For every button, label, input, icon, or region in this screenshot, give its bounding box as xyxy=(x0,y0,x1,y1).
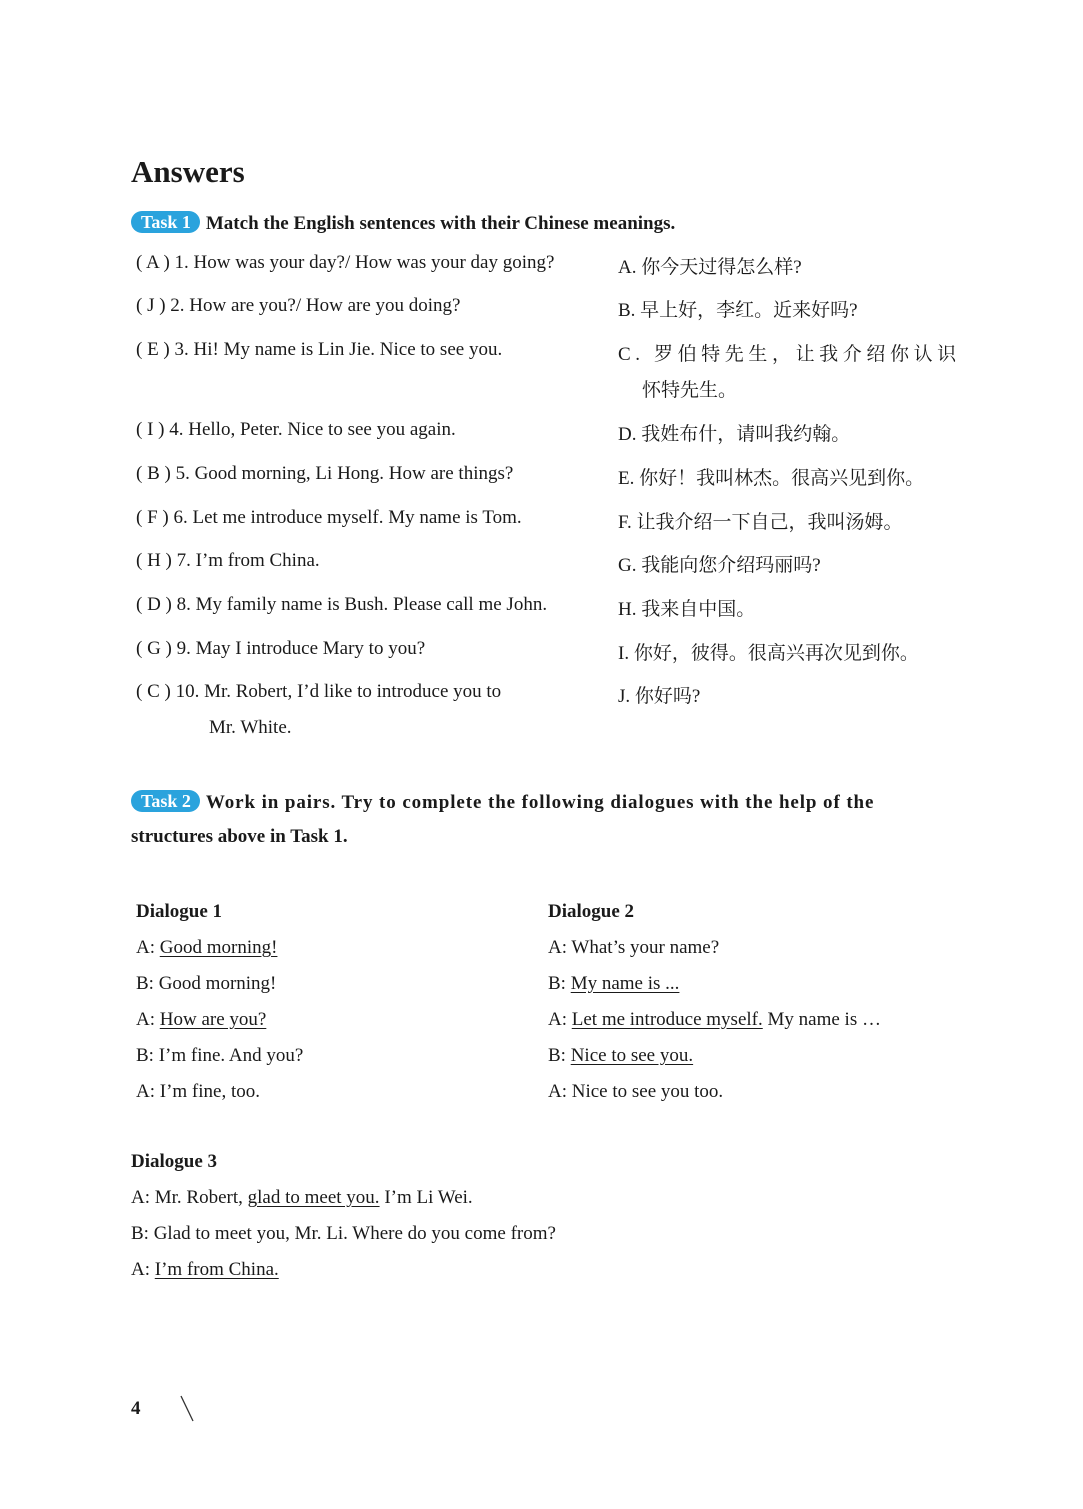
task2-header xyxy=(131,790,953,814)
dialogue-line xyxy=(548,1045,693,1067)
dialogue-line xyxy=(136,1045,303,1067)
line-text: What’s your name? xyxy=(571,937,720,958)
line-text: I’m Li Wei. xyxy=(379,1187,473,1208)
match-item-right: I. 你好，彼得。很高兴再次见到你。 xyxy=(618,643,919,664)
task2-instruction-line1: Work in pairs. Try to complete the following dialogues with the help of the xyxy=(205,792,875,813)
match-item-left: ( I ) 4. Hello, Peter. Nice to see you again. xyxy=(136,419,456,440)
match-item-right: H. 我来自中国。 xyxy=(618,599,756,620)
speaker-label: A: xyxy=(136,937,160,958)
match-item-left: ( B ) 5. Good morning, Li Hong. How are things? xyxy=(136,463,514,484)
match-item-left: ( H ) 7. I’m from China. xyxy=(136,550,320,571)
match-item-left-continued: Mr. White. xyxy=(209,717,292,738)
dialogue-line xyxy=(136,1009,266,1031)
task1-instruction: Match the English sentences with their Chinese meanings. xyxy=(205,213,676,234)
dialogue-line xyxy=(548,1009,881,1031)
line-text: I’m fine, too. xyxy=(159,1081,261,1102)
dialogue-line xyxy=(131,1259,279,1281)
dialogue-line xyxy=(131,1223,556,1245)
speaker-label: B: xyxy=(131,1223,154,1244)
speaker-label: A: xyxy=(548,1009,572,1030)
speaker-label: A: xyxy=(548,1081,572,1102)
match-item-right: D. 我姓布什，请叫我约翰。 xyxy=(618,424,851,445)
match-item-right: B. 早上好，李红。近来好吗? xyxy=(618,300,858,321)
dialogue-line xyxy=(548,973,679,995)
speaker-label: B: xyxy=(136,973,159,994)
match-item-left: ( J ) 2. How are you?/ How are you doing? xyxy=(136,295,461,316)
match-item-right: G. 我能向您介绍玛丽吗? xyxy=(618,555,821,576)
answer-text: My name is ... xyxy=(570,973,680,994)
page-title: Answers xyxy=(131,154,245,189)
answer-text: How are you? xyxy=(159,1009,267,1030)
dialogue-line xyxy=(548,1081,723,1103)
page-slash-decoration xyxy=(178,1394,198,1424)
line-text: Mr. Robert, xyxy=(154,1187,248,1208)
speaker-label: A: xyxy=(131,1187,155,1208)
line-text: My name is … xyxy=(762,1009,881,1030)
match-item-left: ( D ) 8. My family name is Bush. Please call me John. xyxy=(136,594,548,615)
match-item-right-continued: 怀特先生。 xyxy=(642,380,738,401)
dialogue-line xyxy=(548,937,719,959)
match-item-left: ( A ) 1. How was your day?/ How was your day going? xyxy=(136,252,555,273)
speaker-label: A: xyxy=(136,1081,160,1102)
speaker-label: B: xyxy=(548,1045,571,1066)
line-text: I’m fine. And you? xyxy=(158,1045,304,1066)
page-number: 4 xyxy=(131,1398,141,1419)
match-item-right: J. 你好吗? xyxy=(618,686,701,707)
task2-badge: Task 2 xyxy=(131,790,200,812)
answer-text: Nice to see you. xyxy=(570,1045,694,1066)
match-item-right: E. 你好！我叫林杰。很高兴见到你。 xyxy=(618,468,925,489)
task1-header xyxy=(131,207,675,241)
speaker-label: B: xyxy=(548,973,571,994)
dialogue2-title: Dialogue 2 xyxy=(548,901,635,922)
answer-text: I’m from China. xyxy=(154,1259,279,1280)
dialogue-line xyxy=(136,937,277,959)
match-item-right: F. 让我介绍一下自己，我叫汤姆。 xyxy=(618,512,903,533)
dialogue-line xyxy=(136,973,276,995)
match-item-right: A. 你今天过得怎么样? xyxy=(618,257,802,278)
match-item-left: ( G ) 9. May I introduce Mary to you? xyxy=(136,638,426,659)
speaker-label: B: xyxy=(136,1045,159,1066)
match-item-left: ( F ) 6. Let me introduce myself. My name is Tom. xyxy=(136,507,522,528)
dialogue-line xyxy=(136,1081,260,1103)
dialogue-line xyxy=(131,1187,473,1209)
match-item-left: ( E ) 3. Hi! My name is Lin Jie. Nice to see you. xyxy=(136,339,503,360)
line-text: Good morning! xyxy=(158,973,277,994)
answer-text: glad to meet you. xyxy=(247,1187,380,1208)
speaker-label: A: xyxy=(136,1009,160,1030)
line-text: Nice to see you too. xyxy=(571,1081,724,1102)
task2-instruction-line2: structures above in Task 1. xyxy=(131,826,348,847)
match-item-left: ( C ) 10. Mr. Robert, I’d like to introduce you to xyxy=(136,681,502,702)
speaker-label: A: xyxy=(548,937,572,958)
speaker-label: A: xyxy=(131,1259,155,1280)
line-text: Glad to meet you, Mr. Li. Where do you come from? xyxy=(153,1223,556,1244)
dialogue1-title: Dialogue 1 xyxy=(136,901,223,922)
answer-text: Let me introduce myself. xyxy=(571,1009,763,1030)
match-item-right: C. 罗伯特先生，让我介绍你认识 xyxy=(618,344,961,365)
dialogue3-title: Dialogue 3 xyxy=(131,1151,218,1172)
answer-text: Good morning! xyxy=(159,937,278,958)
task1-badge: Task 1 xyxy=(131,211,200,233)
